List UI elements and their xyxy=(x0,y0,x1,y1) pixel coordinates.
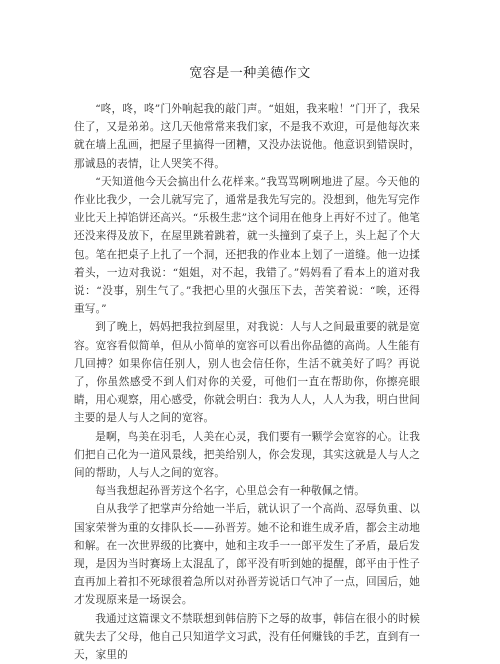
document-title: 宽容是一种美德作文 xyxy=(189,66,311,81)
paragraph-4: 是啊，鸟美在羽毛，人美在心灵，我们要有一颗学会宽容的心。让我们把自己化为一道风景线，把美给别人，你会发现，其实这就是人与人之间的帮助，人与人之间的宽容。 xyxy=(74,430,420,480)
paragraph-2: “天知道他今天会搞出什么花样来。”我骂骂咧咧地进了屋。今天他的作业比我少，一会儿就写完了，通常是我先写完的。没想到，他先写完作业比天上掉馅饼还高兴。“乐极生悲”这个词用在他身上再好不过了。他笔还没来得及放下，在屋里跳着跳着，就一头撞到了桌子上，头上起了个大包。笔在把桌子上扎了一个洞，还把我的作业本上划了一道缝。他一边揉着头，一边对我说：“姐姐，对不起，我错了。”妈妈看了看本上的道对我说：“没事，别生气了。”我把心里的火强压下去，苦笑着说：“唉，还得重写。” xyxy=(74,175,420,316)
document-body xyxy=(74,100,420,664)
paragraph-3: 到了晚上，妈妈把我拉到屋里，对我说：人与人之间最重要的就是宽容。宽容看似简单，但从小简单的宽容可以看出你品德的高尚。人生能有几回搏？如果你信任别人，别人也会信任你，生活不就美好了吗？再说了，你虽然感受不到人们对你的关爱，可他们一直在帮助你，你擦亮眼睛，用心观察，用心感受，你就会明白：我为人人，人人为我，明白世间主要的是人与人之间的宽容。 xyxy=(74,321,420,425)
paragraph-7: 我通过这篇课文不禁联想到韩信胯下之辱的故事，韩信在很小的时候就失去了父母，他自己只知道学文习武，没有任何赚钱的手艺，直到有一天，家里的 xyxy=(74,612,420,662)
paragraph-5: 每当我想起孙晋芳这个名字，心里总会有一种敬佩之情。 xyxy=(95,485,366,498)
paragraph-6: 自从我学了把掌声分给她一半后，就认识了一个高尚、忍辱负重、以国家荣誉为重的女排队长——孙晋芳。她不论和谁生成矛盾，都会主动地和解。在一次世界级的比赛中，她和主攻手一一郎平发生了矛盾，最后发现，是因为当时赛场上太混乱了，郎平没有听到她的提醒，郎平由于性子直再加上着扣不死球很着急所以对孙晋芳说话口气冲了一点，回国后，她才发现原来是一场误会。 xyxy=(74,503,420,607)
paragraph-1: “咚，咚，咚”门外响起我的敲门声。“姐姐，我来啦！”门开了，我呆住了，又是弟弟。这几天他常常来我们家，不是我不欢迎，可是他每次来就在墙上乱画，把屋子里搞得一团糟，又没办法说他。他意识到错误时，那诚恳的表情，让人哭笑不得。 xyxy=(74,103,420,170)
